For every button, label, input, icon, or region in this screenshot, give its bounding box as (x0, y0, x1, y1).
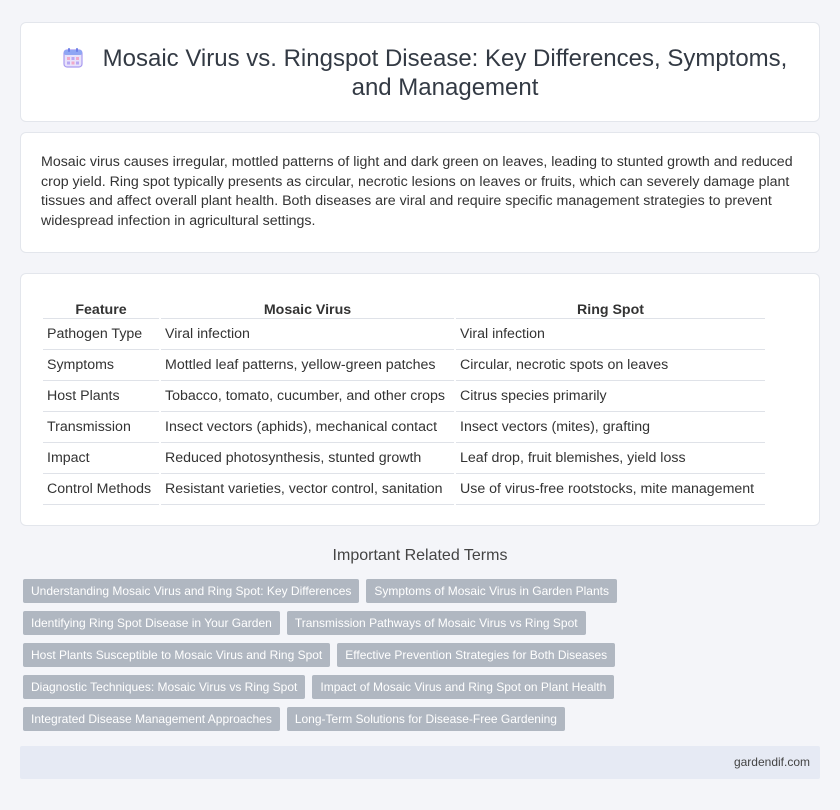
comparison-table-card (20, 273, 820, 526)
tag-row (23, 707, 823, 731)
column-header-mosaic-virus: Mosaic Virus (161, 292, 454, 319)
related-term-tag[interactable]: Identifying Ring Spot Disease in Your Garden (23, 611, 280, 635)
table-cell-mosaic: Resistant varieties, vector control, sanitation (161, 474, 454, 505)
tag-row (23, 675, 823, 699)
table-row (43, 474, 765, 505)
table-cell-ringspot: Leaf drop, fruit blemishes, yield loss (456, 443, 765, 474)
table-cell-feature: Symptoms (43, 350, 159, 381)
table-cell-feature: Transmission (43, 412, 159, 443)
calendar-icon (61, 46, 85, 70)
related-term-tag[interactable]: Long-Term Solutions for Disease-Free Gardening (287, 707, 565, 731)
table-cell-mosaic: Tobacco, tomato, cucumber, and other crops (161, 381, 454, 412)
table-cell-mosaic: Mottled leaf patterns, yellow-green patches (161, 350, 454, 381)
related-term-tag[interactable]: Symptoms of Mosaic Virus in Garden Plants (366, 579, 617, 603)
table-row (43, 350, 765, 381)
table-cell-feature: Pathogen Type (43, 319, 159, 350)
table-row (43, 319, 765, 350)
table-cell-mosaic: Insect vectors (aphids), mechanical contact (161, 412, 454, 443)
footer (20, 746, 820, 779)
table-header-row (43, 292, 765, 319)
tag-row (23, 579, 823, 603)
related-term-tag[interactable]: Transmission Pathways of Mosaic Virus vs Ring Spot (287, 611, 586, 635)
tag-row (23, 611, 823, 635)
table-cell-feature: Host Plants (43, 381, 159, 412)
intro-card (20, 132, 820, 253)
table-cell-feature: Impact (43, 443, 159, 474)
related-terms-heading: Important Related Terms (332, 547, 508, 564)
intro-paragraph: Mosaic virus causes irregular, mottled patterns of light and dark green on leaves, leading to stunted growth and reduced crop yield. Ring spot typically presents as circular, necrotic lesions on leaves or fruits, which can severely damage plant tissues and affect overall plant health. Both diseases are viral and require specific management strategies to prevent widespread infection in agricultural settings. (41, 154, 793, 229)
column-header-ring-spot: Ring Spot (456, 292, 765, 319)
table-cell-ringspot: Viral infection (456, 319, 765, 350)
table-cell-ringspot: Circular, necrotic spots on leaves (456, 350, 765, 381)
related-term-tag[interactable]: Impact of Mosaic Virus and Ring Spot on Plant Health (312, 675, 614, 699)
table-cell-mosaic: Viral infection (161, 319, 454, 350)
related-terms-list (23, 579, 823, 739)
table-cell-feature: Control Methods (43, 474, 159, 505)
table-cell-mosaic: Reduced photosynthesis, stunted growth (161, 443, 454, 474)
page-title: Mosaic Virus vs. Ringspot Disease: Key Differences, Symptoms, and Management (102, 45, 788, 101)
related-term-tag[interactable]: Diagnostic Techniques: Mosaic Virus vs Ring Spot (23, 675, 305, 699)
title-wrap (21, 44, 819, 102)
related-term-tag[interactable]: Effective Prevention Strategies for Both Diseases (337, 643, 615, 667)
table-cell-ringspot: Citrus species primarily (456, 381, 765, 412)
table-row (43, 381, 765, 412)
table-row (43, 412, 765, 443)
tag-row (23, 643, 823, 667)
related-term-tag[interactable]: Integrated Disease Management Approaches (23, 707, 280, 731)
related-term-tag[interactable]: Understanding Mosaic Virus and Ring Spot: Key Differences (23, 579, 359, 603)
related-term-tag[interactable]: Host Plants Susceptible to Mosaic Virus and Ring Spot (23, 643, 330, 667)
header-card (20, 22, 820, 122)
table-cell-ringspot: Use of virus-free rootstocks, mite management (456, 474, 765, 505)
table-cell-ringspot: Insect vectors (mites), grafting (456, 412, 765, 443)
table-row (43, 443, 765, 474)
comparison-table (41, 292, 767, 505)
footer-site-link[interactable]: gardendif.com (733, 755, 810, 769)
column-header-feature: Feature (43, 292, 159, 319)
